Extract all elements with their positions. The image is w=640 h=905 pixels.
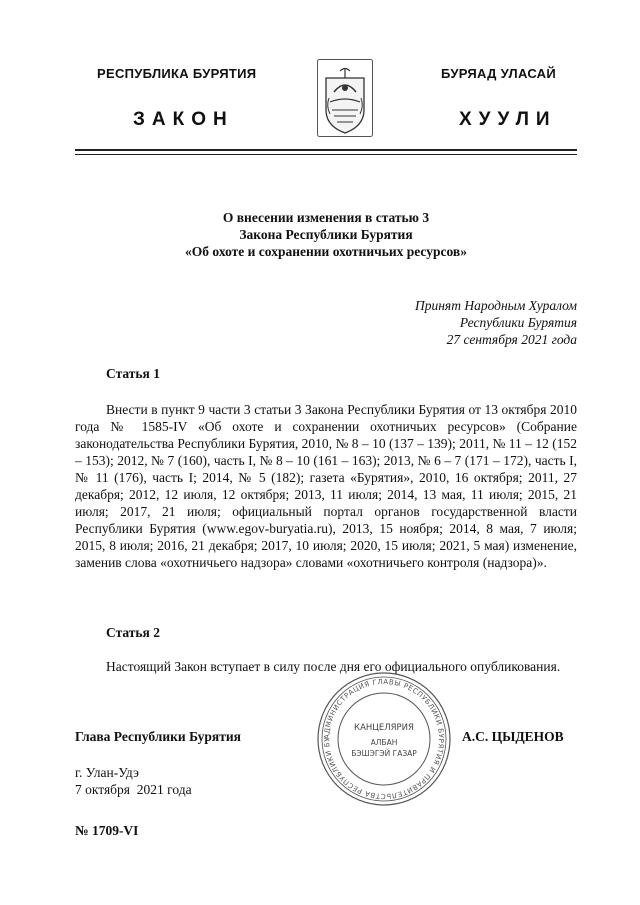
article1-heading: Статья 1 — [106, 366, 160, 381]
law-title-line3: «Об охоте и сохранении охотничьих ресурсов» — [185, 244, 467, 259]
article2-text: Настоящий Закон вступает в силу после дня его официального опубликования. — [106, 659, 561, 674]
law-label-ru: ЗАКОН — [133, 109, 234, 130]
law-title-line1: О внесении изменения в статью 3 — [222, 210, 430, 225]
adoption-line2: Республики Бурятия — [459, 315, 577, 330]
adoption-note — [277, 297, 577, 348]
signing-date: 7 октября 2021 года — [75, 782, 192, 797]
signatory-position: Глава Республики Бурятия — [75, 729, 241, 744]
header-rule-thick — [75, 149, 577, 151]
official-stamp — [314, 669, 454, 809]
law-label-bur: ХУУЛИ — [459, 109, 557, 130]
coat-of-arms-icon — [316, 58, 374, 138]
svg-text:АДМИНИСТРАЦИЯ ГЛАВЫ РЕСПУБЛИКИ — [314, 669, 445, 800]
stamp-line1: КАНЦЕЛЯРИЯ — [354, 723, 414, 733]
article2-heading: Статья 2 — [106, 625, 160, 640]
adoption-line3: 27 сентября 2021 года — [446, 332, 577, 347]
republic-name-ru: РЕСПУБЛИКА БУРЯТИЯ — [97, 66, 257, 81]
stamp-line2: АЛБАН — [370, 738, 398, 747]
article1-text: Внести в пункт 9 части 3 статьи 3 Закона Республики Бурятия от 13 октября 2010 года № 1585-IV «Об охоте и сохранении охотничьих ресурсов» (Собрание законодательства Республики Бурятия, 2010, № 8 – 10 (137 – 139); 2011, № 11 – 12 (152 – 153); 2012, № 7 (160), часть I, № 8 – 10 (161 – 163); 2013, № 6 – 7 (171 – 172), часть I, № 11 (176), часть I; 2014, № 5 (182); газета «Бурятия», 2010, 16 октября; 2011, 27 декабря; 2012, 12 июля, 12 октября; 2013, 11 июля; 2014, 13 мая, 11 июля; 2015, 21 июля; 2017, 21 июля; официальный портал органов государственной власти Республики Бурятия (www.egov-buryatia.ru), 2013, 15 ноября; 2014, 8 мая, 7 июля; 2015, 8 июля; 2016, 21 декабря; 2017, 10 июля; 2020, 15 июля; 2021, 5 мая) изменение, заменив слова «охотничьего надзора» словами «охотничьего контроля (надзора)». — [75, 402, 577, 570]
law-title — [75, 209, 577, 260]
header-rule-thin — [75, 154, 577, 155]
law-title-line2: Закона Республики Бурятия — [239, 227, 413, 242]
stamp-line3: БЭШЭГЭЙ ГАЗАР — [351, 749, 417, 758]
law-number: № 1709-VI — [75, 823, 139, 838]
adoption-line1: Принят Народным Хуралом — [414, 298, 577, 313]
signing-city: г. Улан-Удэ — [75, 765, 139, 780]
stamp-ring-text: АДМИНИСТРАЦИЯ ГЛАВЫ РЕСПУБЛИКИ БУРЯТИЯ И ПРАВИТЕЛЬСТВА РЕСПУБЛИКИ БУ — [322, 677, 446, 801]
signatory-name: А.С. ЦЫДЕНОВ — [462, 729, 564, 744]
republic-name-bur: БУРЯАД УЛАСАЙ — [441, 66, 557, 81]
